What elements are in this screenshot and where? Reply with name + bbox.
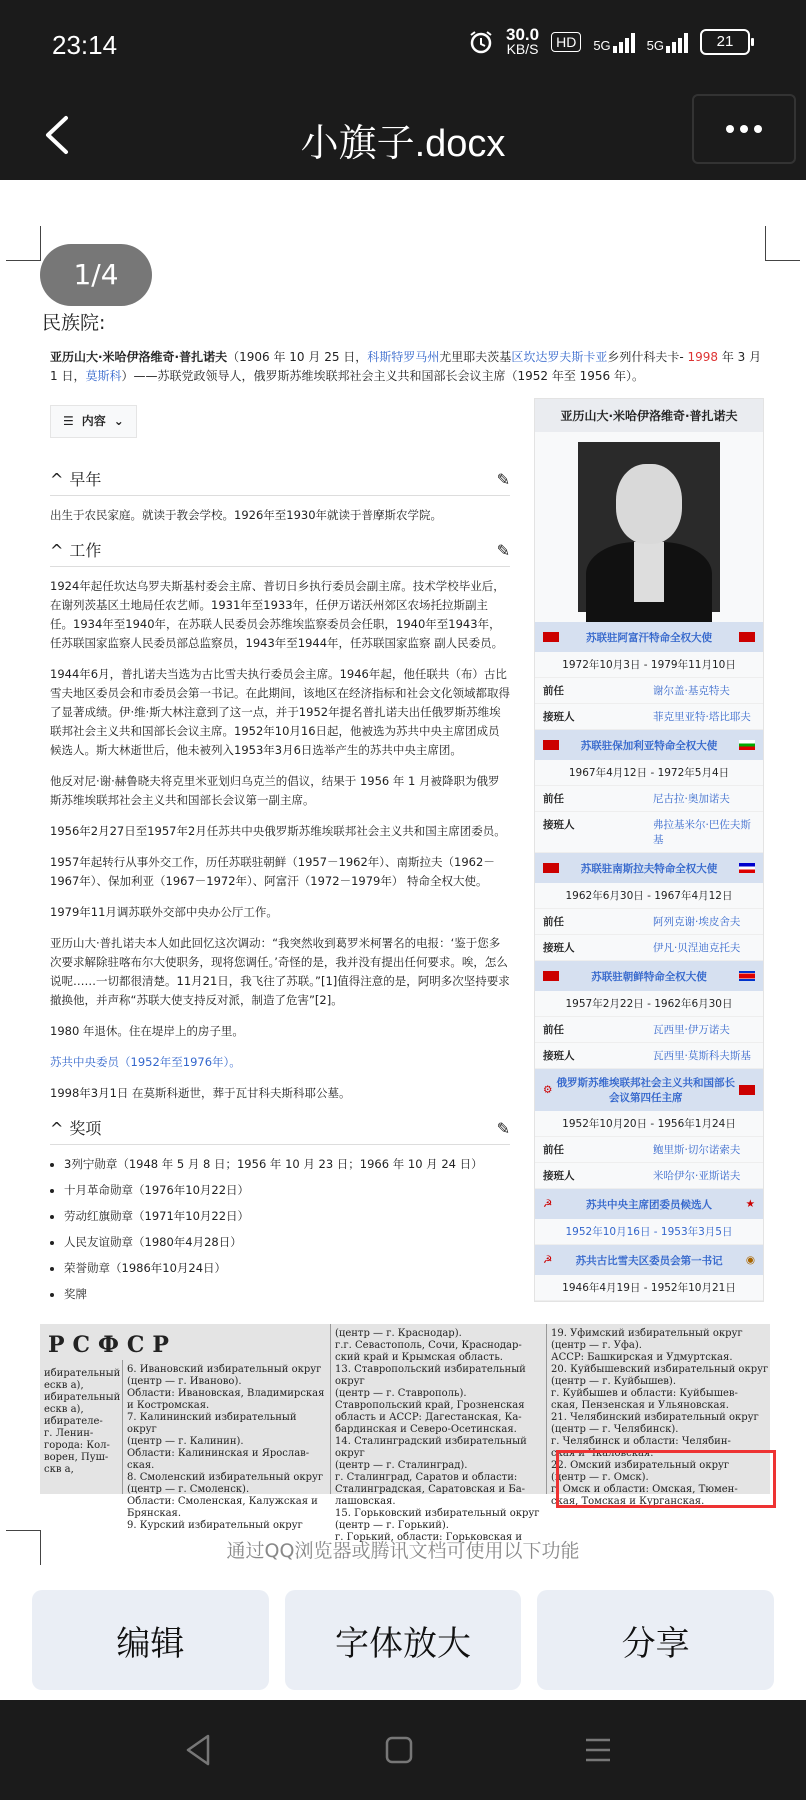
signal-bars-icon <box>666 31 688 53</box>
link[interactable]: 科斯特罗马州 <box>367 350 440 364</box>
feature-hint: 通过QQ浏览器或腾讯文档可使用以下功能 <box>226 1540 580 1562</box>
hammer-sickle-icon: ☭ <box>543 1198 553 1210</box>
paragraph: 1944年6月，普扎诺夫当选为古比雪夫执行委员会主席。1946年起，他任联共（布）古比雪夫地区委员会和市委员会第一书记。在此期间，该地区在经济指标和社会文化领域都取得了显著成绩。伊·维·斯大林注意到了这一点，并于1952年提名普扎诺夫出任俄罗斯苏维埃联邦社会主义共和国部长会议主席。1952年10月16日起，他被选为苏共中央主席团成员候选人。斯大林逝世后，他未被列入1953年3月6日选举产生的苏共中央主席团。 <box>50 667 510 757</box>
share-button[interactable]: 分享 <box>537 1590 774 1690</box>
title-bar <box>0 92 806 180</box>
chevron-up-icon: ^ <box>50 541 64 560</box>
paragraph: 亚历山大·普扎诺夫本人如此回忆这次调动：“我突然收到葛罗米柯署名的电报：‘鉴于您多次要求解除驻喀布尔大使职务，现将您调任。’奇怪的是，我并没有提出任何要求。唉，怎么说呢……一切都很清楚。11月21日，我飞往了苏联。”[1]值得注意的是，阿明多次坚持要求撤换他，并声称“苏联大使支持反对派，制造了危害”[2]。 <box>50 936 510 1007</box>
toc-label: 内容 <box>81 414 106 428</box>
nav-recents-icon[interactable] <box>578 1730 618 1770</box>
chevron-up-icon: ^ <box>50 470 64 489</box>
scanned-newspaper-image <box>40 1324 770 1543</box>
predecessor-row: 前任 瓦西里·伊万诺夫 <box>535 1017 763 1043</box>
pencil-icon[interactable]: ✎ <box>496 541 510 560</box>
scan-header: РСФСР <box>48 1332 177 1358</box>
successor-row: 接班人 米哈伊尔·亚斯诺夫 <box>535 1163 763 1189</box>
signal-bars-icon <box>613 31 635 53</box>
document-viewer[interactable] <box>0 180 806 1543</box>
more-dots-icon <box>726 125 734 133</box>
ussr-flag-icon <box>739 632 755 642</box>
highlight-box <box>556 1450 776 1508</box>
nav-home-icon[interactable] <box>379 1730 419 1770</box>
infobox-section: 苏联驻保加利亚特命全权大使 <box>535 730 763 760</box>
alarm-icon <box>468 29 494 55</box>
infobox-section: 苏联驻阿富汗特命全权大使 <box>535 622 763 652</box>
term-dates: 1946年4月19日 - 1952年10月21日 <box>535 1275 763 1301</box>
infobox-section: 苏联驻南斯拉夫特命全权大使 <box>535 853 763 883</box>
paragraph: 他反对尼·谢·赫鲁晓夫将克里米亚划归乌克兰的倡议，结果于 1956 年 1 月被降职为俄罗斯苏维埃联邦社会主义共和国部长会议第一副主席。 <box>50 774 500 807</box>
paragraph: 苏共中央委员（1952年至1976年）。 <box>50 1055 241 1069</box>
status-icons <box>468 25 750 57</box>
article-intro: 亚历山大·米哈伊洛维奇·普扎诺夫（1906 年 10 月 25 日，科斯特罗马州尤里耶夫茨基区坎达罗夫斯卡亚乡列什科夫卡- 1998 年 3 月 1 日，莫斯科）——苏联党政领导人，俄罗斯苏维埃联邦社会主义共和国部长会议主席（1952 年至 1956 年）。 <box>50 350 762 383</box>
scan-column: 19. Уфимский избирательный округ (центр — г. Уфа). АССР: Башкирская и Удмуртская. 20. Куйбышевский избирательный округ (центр — г. Куйбышев). г. Куйбышев и области: Куйбышев- ская, Пензенская и Ульяновская. 21. Челябинский избирательный округ (центр — г. Челябинск). г. Челябинск и области: Челябин- ская и Чкаловская. 22. Омский избирательный округ (центр — г. Омск). г. Омск и области: Омская, Тюмен- ская, Томская и Курганская. <box>546 1324 775 1494</box>
party-emblem-icon: ★ <box>745 1198 755 1210</box>
successor-row: 接班人 菲克里亚特·塔比耶夫 <box>535 704 763 730</box>
term-dates: 1967年4月12日 - 1972年5月4日 <box>535 760 763 786</box>
status-bar <box>0 0 806 92</box>
nav-back-icon[interactable] <box>178 1730 218 1770</box>
document-title: 小旗子.docx <box>300 123 506 165</box>
pencil-icon[interactable]: ✎ <box>496 1119 510 1138</box>
signal-1: 5G <box>593 31 634 53</box>
list-item[interactable]: • 十月革命勋章（1976年10月22日） <box>64 1181 510 1200</box>
clock: 23:14 <box>52 30 118 60</box>
infobox-title: 亚历山大·米哈伊洛维奇·普扎诺夫 <box>535 399 763 432</box>
predecessor-row: 前任 阿列克谢·埃皮舍夫 <box>535 909 763 935</box>
rsfsr-emblem-icon: ⚙ <box>543 1084 553 1096</box>
yugoslavia-flag-icon <box>739 863 755 873</box>
link[interactable]: 莫斯科 <box>85 369 122 383</box>
dprk-flag-icon <box>739 971 755 981</box>
paragraph: 1924年起任坎达乌罗夫斯基村委会主席、普切日乡执行委员会副主席。技术学校毕业后，在谢列茨基区土地局任农艺师。1931年至1933年，任伊万诺沃州郊区农场托拉斯副主任。1934年至1940年，在苏联人民委员会苏维埃监察委员会任职，1940年至1943年，任苏联国家监察人民委员部总监察员，1943年至1944年，任苏联国家监察 副人民委员。 <box>50 579 505 650</box>
list-item[interactable]: • 3列宁勋章（1948 年 5 月 8 日；1956 年 10 月 23 日；1966 年 10 月 24 日） <box>64 1155 510 1174</box>
term-dates: 1962年6月30日 - 1967年4月12日 <box>535 883 763 909</box>
list-item[interactable]: • 人民友谊勋章（1980年4月28日） <box>64 1233 510 1252</box>
regional-emblem-icon: ◉ <box>745 1254 755 1266</box>
section-header-awards[interactable]: ^ 奖项 ✎ <box>50 1115 510 1145</box>
list-icon: ☰ <box>63 414 74 428</box>
successor-row: 接班人 弗拉基米尔·巴佐夫斯基 <box>535 812 763 853</box>
term-dates: 1952年10月20日 - 1956年1月24日 <box>535 1111 763 1137</box>
predecessor-row: 前任 谢尔盖·基克特夫 <box>535 678 763 704</box>
list-item: • 奖牌 <box>64 1285 510 1304</box>
predecessor-row: 前任 鲍里斯·切尔诺索夫 <box>535 1137 763 1163</box>
doc-heading: 民族院: <box>42 312 106 334</box>
infobox <box>534 398 764 1302</box>
paragraph: 1956年2月27日至1957年2月任苏共中央俄罗斯苏维埃联邦社会主义共和国主席团委员。 <box>50 824 506 838</box>
awards-list <box>50 1155 510 1304</box>
rsfsr-flag-icon <box>739 1085 755 1095</box>
section-header-work[interactable]: ^ 工作 ✎ <box>50 537 510 567</box>
signal-2: 5G <box>647 31 688 53</box>
hd-badge: HD <box>551 32 581 52</box>
pencil-icon[interactable]: ✎ <box>496 470 510 489</box>
infobox-section: ☭ 苏共古比雪夫区委员会第一书记 ◉ <box>535 1245 763 1275</box>
ussr-flag-icon <box>543 740 559 750</box>
battery-icon: 21 <box>700 29 750 55</box>
term-dates: 1952年10月16日 - 1953年3月5日 <box>535 1219 763 1245</box>
successor-row: 接班人 瓦西里·莫斯科夫斯基 <box>535 1043 763 1069</box>
predecessor-row: 前任 尼古拉·奥加诺夫 <box>535 786 763 812</box>
ussr-flag-icon <box>543 971 559 981</box>
system-nav-bar <box>0 1700 806 1800</box>
scan-column: 6. Ивановский избирательный округ (центр — г. Иваново). Области: Ивановская, Владимирская и Костромская. 7. Калининский избирательный округ (центр — г. Калинин). Области: Калининская и Ярослав- ская. 8. Смоленский избирательный округ (центр — г. Смоленск). Области: Смоленская, Калужская и Брянская. 9. Курский избирательный округ <box>122 1360 331 1494</box>
infobox-section: 苏联驻朝鲜特命全权大使 <box>535 961 763 991</box>
scan-column: (центр — г. Краснодар). г.г. Севастополь, Сочи, Краснодар- ский край и Крымская область. 13. Ставропольский избирательный округ (центр — г. Ставрополь). Ставропольский край, Грозненская область и АССР: Дагестанская, Ка- бардинская и Северо-Осетинская. 14. Сталинградский избирательный округ (центр — г. Сталинград). г. Сталинград, Саратов и области: Сталинградская, Саратовская и Ба- лашовская. 15. Горьковский избирательный округ (центр — г. Горький). г. Горький, области: Горьковская и <box>330 1324 549 1494</box>
paragraph: 1998年3月1日 在莫斯科逝世，葬于瓦甘科夫斯科耶公墓。 <box>50 1086 351 1100</box>
infobox-section: ☭ 苏共中央主席团委员候选人 ★ <box>535 1189 763 1219</box>
scan-column: ибирательный ескв а), ибирательный ескв а), ибирателе- г. Ленин- города: Кол- ворен, Пуш- скв а, <box>44 1368 121 1475</box>
page-indicator: 1/4 <box>40 244 152 306</box>
section-header-early[interactable]: ^ 早年 ✎ <box>50 466 510 496</box>
infobox-section: ⚙ 俄罗斯苏维埃联邦社会主义共和国部长会议第四任主席 <box>535 1069 763 1111</box>
successor-row: 接班人 伊凡·贝涅迪克托夫 <box>535 935 763 961</box>
term-dates: 1957年2月22日 - 1962年6月30日 <box>535 991 763 1017</box>
portrait-photo <box>578 442 720 612</box>
toc-button[interactable] <box>50 405 137 438</box>
list-item[interactable]: • 劳动红旗勋章（1971年10月22日） <box>64 1207 510 1226</box>
paragraph: 出生于农民家庭。就读于教会学校。1926年至1930年就读于普摩斯农学院。 <box>50 508 443 522</box>
hammer-sickle-icon: ☭ <box>543 1254 553 1266</box>
crop-mark <box>765 226 800 261</box>
font-enlarge-button[interactable]: 字体放大 <box>285 1590 522 1690</box>
ussr-flag-icon <box>543 863 559 873</box>
list-item[interactable]: • 荣誉勋章（1986年10月24日） <box>64 1259 510 1278</box>
article-body <box>50 405 510 1311</box>
link[interactable]: 区坎达罗夫斯卡亚 <box>511 350 608 364</box>
bulgaria-flag-icon <box>739 740 755 750</box>
term-dates: 1972年10月3日 - 1979年11月10日 <box>535 652 763 678</box>
paragraph: 1979年11月调苏联外交部中央办公厅工作。 <box>50 905 278 919</box>
paragraph: 1980 年退休。住在堤岸上的房子里。 <box>50 1024 244 1038</box>
network-speed: 30.0 KB/S <box>505 25 540 57</box>
chevron-down-icon: ⌄ <box>113 414 124 428</box>
more-button[interactable] <box>692 94 796 164</box>
edit-button[interactable]: 编辑 <box>32 1590 269 1690</box>
crop-mark <box>6 226 41 261</box>
paragraph: 1957年起转行从事外交工作，历任苏联驻朝鲜（1957－1962年）、南斯拉夫（1962－1967年）、保加利亚（1967－1972年）、阿富汗（1972－1979年） 特命全权大使。 <box>50 855 495 888</box>
chevron-up-icon: ^ <box>50 1119 64 1138</box>
person-name: 亚历山大·米哈伊洛维奇·普扎诺夫 <box>50 350 228 364</box>
action-bar <box>32 1590 774 1690</box>
ussr-flag-icon <box>543 632 559 642</box>
